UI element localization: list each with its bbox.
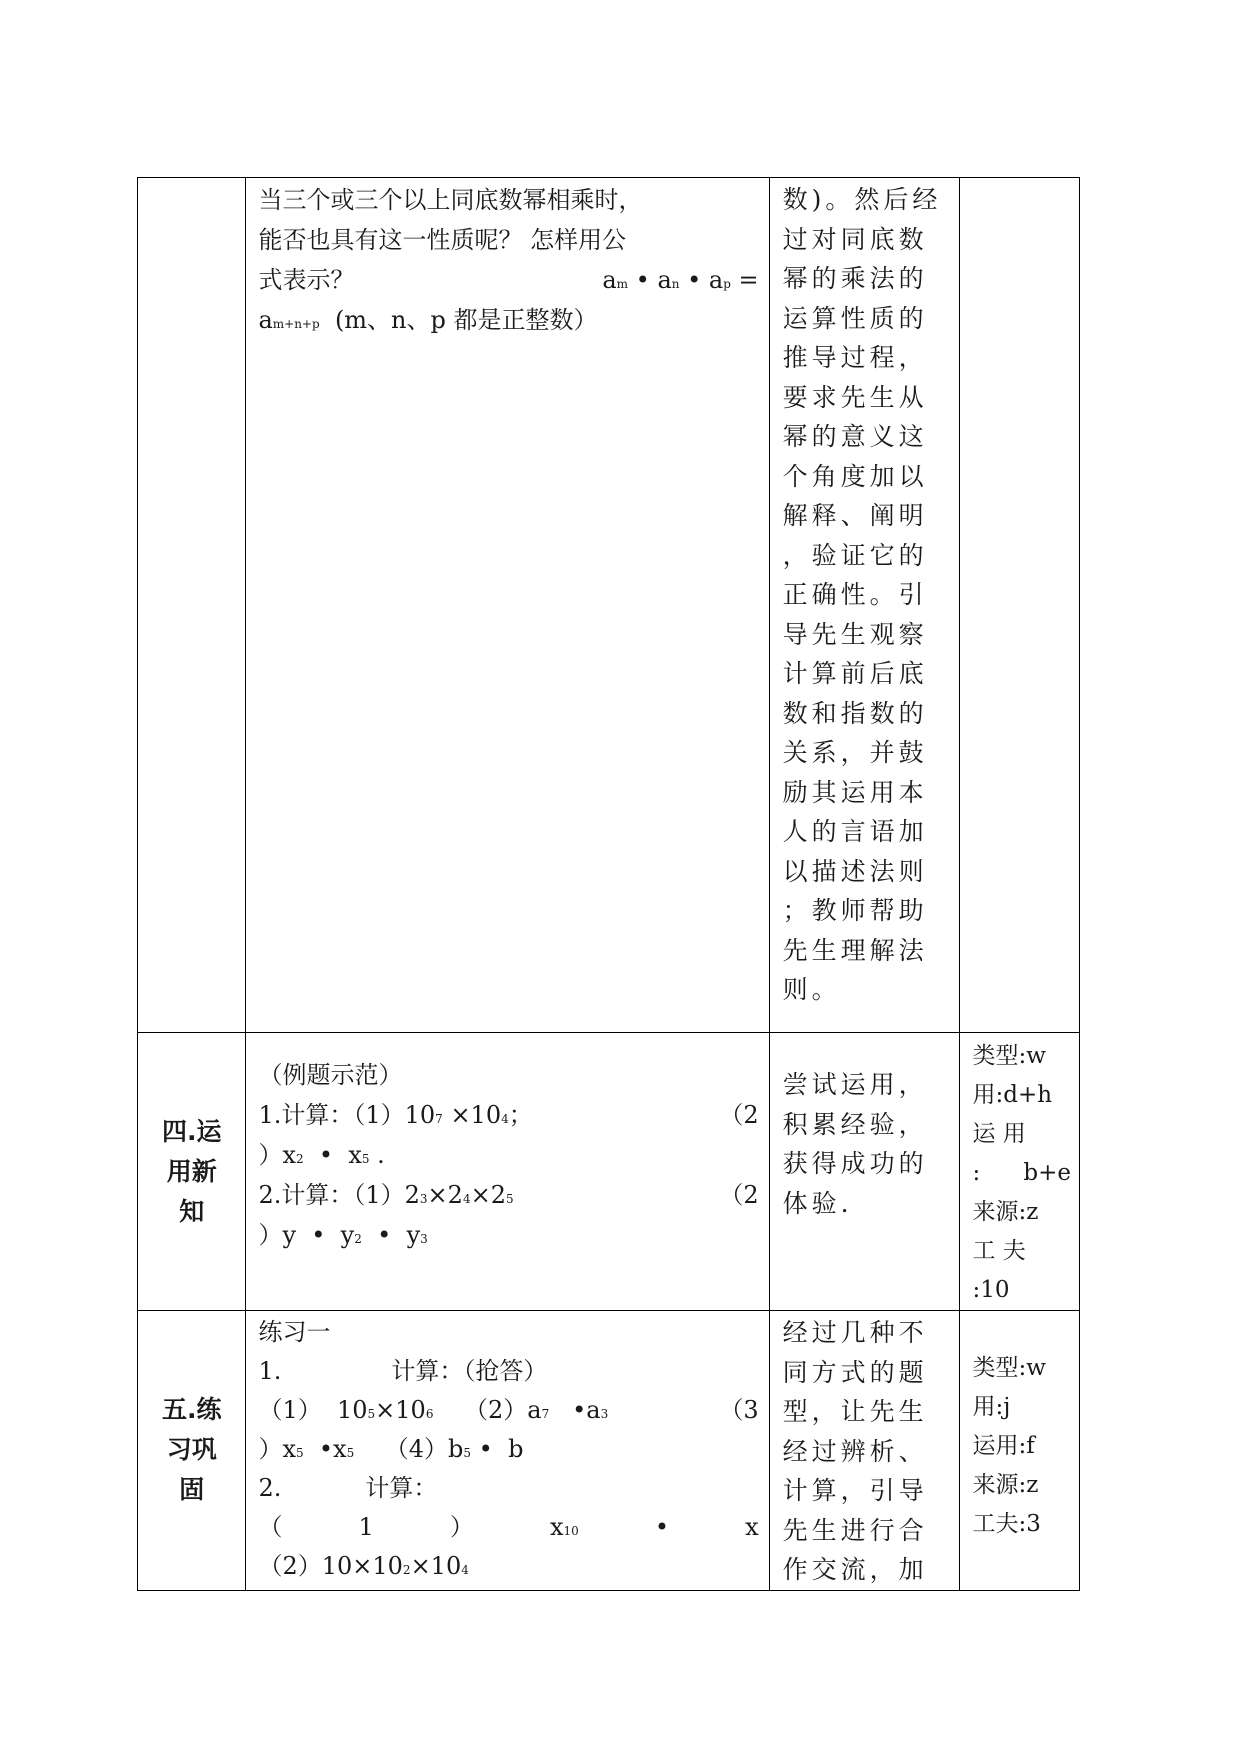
content-line: 2.计算：$(1)2^3\times 2^4\times 2^5$ （2: [258, 1181, 759, 1209]
content-line: 2. 计算：: [258, 1474, 438, 1502]
content-line: ）y • $y^2$ • $y^3$: [258, 1221, 428, 1249]
content-line: 能否也具有这一性质呢？ 怎样用公: [258, 226, 627, 254]
stage-cell: 五.练 习巩 固: [138, 1311, 246, 1591]
intent-cell: 经过几种不 同方式的题 型，让先生 经过辨析、 计算，引导 先生进行合 作交流，加: [769, 1311, 960, 1591]
content-line: （1） $10^5\times 10^6$ $(2)a^7$ $•a^3$ （3: [258, 1396, 759, 1424]
table-row: [138, 1311, 1080, 1591]
table-row: [138, 1033, 1080, 1311]
lesson-plan-table: [137, 177, 1080, 1591]
content-cell: [246, 1311, 769, 1591]
note-cell: [960, 178, 1080, 1033]
note-cell: 类型:w 用:d+h 运 用 : b+e 来源:z 工 夫 :10: [960, 1033, 1080, 1311]
content-line: 式表示？ $a^m$ • $a^n$ • $a^p$ =: [258, 260, 758, 300]
content-cell: [246, 178, 769, 1033]
content-line: （ 1 ） $x^{10}$ • x: [258, 1513, 759, 1541]
content-line: 当三个或三个以上同底数幂相乘时，: [258, 186, 643, 214]
intent-cell: 尝试运用， 积累经验， 获得成功的 体验.: [769, 1033, 960, 1311]
content-line: ）$x^2$ • $x^5$ .: [258, 1141, 385, 1169]
stage-cell: 四.运 用新 知: [138, 1033, 246, 1311]
formula: $a^m$ • $a^n$ • $a^p$ =: [602, 266, 759, 294]
note-cell: 类型:w 用:j 运用:f 来源:z 工夫:3: [960, 1311, 1080, 1591]
stage-cell: [138, 178, 246, 1033]
table-row: [138, 178, 1080, 1033]
content-line: （例题示范）: [258, 1061, 403, 1089]
content-cell: [246, 1033, 769, 1311]
content-line: 1. 计算：（抢答）: [258, 1357, 548, 1385]
content-line: $a^{m+n+p}$ (m、n、p 都是正整数）: [258, 306, 598, 334]
intent-cell: 数)。然后经 过对同底数 幂的乘法的 运算性质的 推导过程， 要求先生从 幂的意义这 个角度加以 解释、阐明 ，验证它的 正确性。引 导先生观察 计算前后底 数和指数的 关系，并鼓 励其运用本 人的言语加 以描述法则 ；教师帮助 先生理解法 则。: [769, 178, 960, 1033]
content-line: $(2)10\times 10^2\times 10^4$: [258, 1552, 469, 1580]
content-line: ）$x^5$ $•x^5$ $(4)b^5$ • b: [258, 1435, 524, 1463]
content-line: 练习一: [258, 1318, 331, 1346]
content-line: 1.计算：$(1)10^7 \times 10^4$； （2: [258, 1101, 759, 1129]
